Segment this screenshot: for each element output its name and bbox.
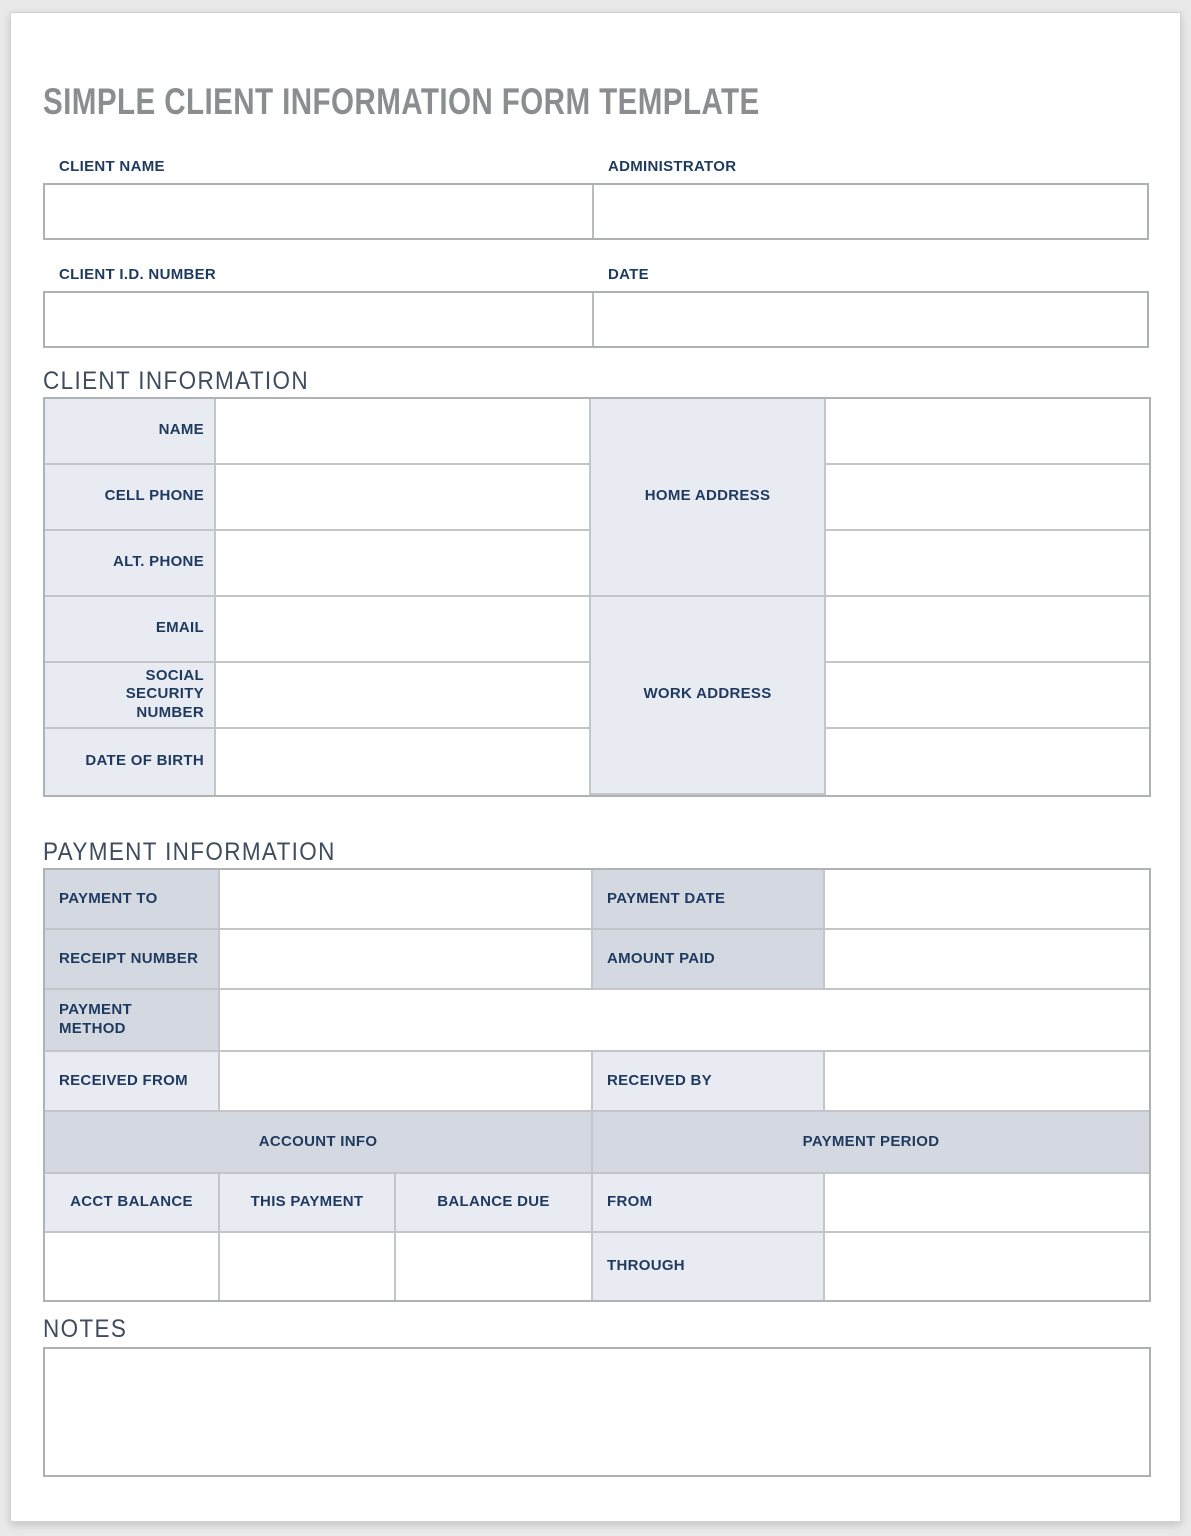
payment-information-heading: PAYMENT INFORMATION (43, 837, 336, 866)
home-address-input-cell-3[interactable] (826, 531, 1149, 597)
ssn-label: SOCIAL SECURITY NUMBER (125, 666, 204, 722)
received-from-input-cell[interactable] (220, 1052, 593, 1112)
acct-balance-label-cell (45, 1174, 220, 1233)
work-address-input-cell-1[interactable] (826, 597, 1149, 663)
received-from-label-cell (45, 1052, 220, 1112)
payment-to-label: PAYMENT TO (59, 889, 158, 907)
home-address-label: HOME ADDRESS (644, 487, 771, 505)
from-input-cell[interactable] (825, 1174, 1149, 1233)
client-name-label: CLIENT NAME (59, 158, 165, 175)
payment-method-input-cell[interactable] (220, 990, 1149, 1052)
payment-period-header-cell (593, 1112, 1149, 1174)
page-title: SIMPLE CLIENT INFORMATION FORM TEMPLATE (43, 81, 760, 122)
alt-phone-label: ALT. PHONE (112, 553, 204, 571)
name-label-cell (45, 399, 216, 465)
amount-paid-input-cell[interactable] (825, 930, 1149, 990)
through-label-cell (593, 1233, 825, 1300)
dob-label-cell (45, 729, 216, 795)
amount-paid-label: AMOUNT PAID (607, 949, 716, 967)
cell-phone-label: CELL PHONE (104, 487, 204, 505)
email-label-cell (45, 597, 216, 663)
payment-to-input-cell[interactable] (220, 870, 593, 930)
through-input-cell[interactable] (825, 1233, 1149, 1300)
account-info-header: ACCOUNT INFO (258, 1132, 378, 1150)
payment-method-label-cell (45, 990, 220, 1052)
dob-input-cell[interactable] (216, 729, 591, 795)
top-field-boxes-row-2 (43, 291, 1149, 348)
top-field-boxes-row-1 (43, 183, 1149, 240)
administrator-label: ADMINISTRATOR (608, 158, 737, 175)
client-id-label: CLIENT I.D. NUMBER (59, 265, 217, 283)
receipt-number-label-cell (45, 930, 220, 990)
received-from-label: RECEIVED FROM (59, 1071, 188, 1089)
client-information-heading: CLIENT INFORMATION (43, 366, 309, 395)
notes-heading: NOTES (43, 1315, 128, 1343)
date-label: DATE (608, 265, 649, 283)
through-label: THROUGH (607, 1257, 685, 1275)
received-by-input-cell[interactable] (825, 1052, 1149, 1112)
payment-method-label: PAYMENT METHOD (59, 1001, 132, 1037)
received-by-label: RECEIVED BY (607, 1071, 712, 1089)
email-input-cell[interactable] (216, 597, 591, 663)
payment-period-header: PAYMENT PERIOD (802, 1132, 940, 1150)
balance-due-label-cell (396, 1174, 593, 1233)
ssn-label-cell (45, 663, 216, 729)
ssn-input-cell[interactable] (216, 663, 591, 729)
date-input[interactable] (594, 293, 1147, 346)
balance-due-input-cell[interactable] (396, 1233, 593, 1300)
this-payment-label: THIS PAYMENT (250, 1193, 364, 1211)
payment-date-label-cell (593, 870, 825, 930)
payment-to-label-cell (45, 870, 220, 930)
home-address-input-cell-2[interactable] (826, 465, 1149, 531)
acct-balance-input-cell[interactable] (45, 1233, 220, 1300)
work-address-input-cell-2[interactable] (826, 663, 1149, 729)
home-address-input-cell-1[interactable] (826, 399, 1149, 465)
dob-label: DATE OF BIRTH (85, 752, 204, 770)
home-address-label-cell (591, 399, 826, 597)
account-info-header-cell (45, 1112, 593, 1174)
cell-phone-label-cell (45, 465, 216, 531)
cell-phone-input-cell[interactable] (216, 465, 591, 531)
acct-balance-label: ACCT BALANCE (70, 1193, 193, 1211)
administrator-input[interactable] (594, 185, 1147, 238)
top-field-labels-row-2 (43, 266, 1149, 285)
balance-due-label: BALANCE DUE (437, 1193, 550, 1211)
payment-date-input-cell[interactable] (825, 870, 1149, 930)
from-label: FROM (607, 1193, 653, 1211)
payment-information-table (43, 868, 1151, 1302)
from-label-cell (593, 1174, 825, 1233)
email-label: EMAIL (155, 619, 204, 637)
receipt-number-label: RECEIPT NUMBER (59, 949, 199, 967)
alt-phone-input-cell[interactable] (216, 531, 591, 597)
name-label: NAME (158, 421, 204, 439)
document-page (10, 12, 1181, 1522)
top-field-labels-row-1 (43, 158, 1149, 177)
work-address-input-cell-3[interactable] (826, 729, 1149, 795)
work-address-label-cell (591, 597, 826, 795)
notes-input[interactable] (43, 1347, 1151, 1477)
client-information-table (43, 397, 1151, 797)
work-address-label: WORK ADDRESS (643, 685, 772, 703)
received-by-label-cell (593, 1052, 825, 1112)
this-payment-label-cell (220, 1174, 396, 1233)
this-payment-input-cell[interactable] (220, 1233, 396, 1300)
amount-paid-label-cell (593, 930, 825, 990)
payment-date-label: PAYMENT DATE (607, 889, 726, 907)
client-id-input[interactable] (45, 293, 594, 346)
alt-phone-label-cell (45, 531, 216, 597)
client-name-input[interactable] (45, 185, 594, 238)
name-input-cell[interactable] (216, 399, 591, 465)
receipt-number-input-cell[interactable] (220, 930, 593, 990)
